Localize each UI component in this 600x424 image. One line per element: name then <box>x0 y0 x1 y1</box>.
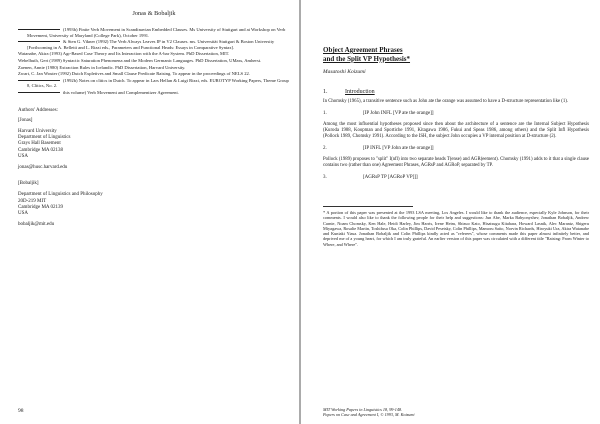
example-text: [IP John INFL [VP ate the orange]] <box>363 111 434 116</box>
reference-entry <box>18 90 290 96</box>
repeat-author-dash <box>18 41 60 42</box>
reference-entry <box>18 78 290 89</box>
address-line: Cambridge MA 02139 <box>18 204 63 210</box>
journal-line: MIT Working Papers in Linguistics 18, 99-148. <box>323 407 403 412</box>
footnote: * A portion of this paper was presented at the 1993 LSA meeting, Los Angeles. I would like to thank the audience, especially Kyle Johnson, for their comments. I would also like to thank the following people for their help and suggestions: Jun Abe, Marka Babyonyshev, Jonathan Bobaljik, Andrew Carnie, Noam Chomsky, Ken Hale, Heidi Harley, Jim Harris, Irene Heim, Shizuo Kato, Hisatsugu Kitahara, Howard Lasnik, Alec Marantz, Shigeru Miyagawa, Rosalie Martin, Toshifusa Oka, Colin Phillips, David Pesetsky, Colin Phillips, Mamoru Saito, Norvin Richards, Hiroyuki Ura, Akira Watanabe and Kuniaki Yiasa. Jonathan Bobaljik and Colin Phillips kindly acted as "referees", whose comments made this paper almost infinitely better, and deprived me of a young heart, for which I am truly grateful. An earlier version of this paper was circulated with a different title "Raising: From Winter to Where, and Where". <box>323 210 589 247</box>
example <box>323 111 589 116</box>
address-line: Cambridge MA 02138 <box>18 147 63 153</box>
right-page <box>301 0 600 424</box>
paragraph: In Chomsky (1965), a transitive sentence such as John ate the orange was assumed to have a D-structure representation like (1). <box>323 99 569 104</box>
right-page-content <box>323 46 589 247</box>
page-number: 98 <box>18 408 24 414</box>
address-line: Department of Linguistics and Philosophy <box>18 192 103 198</box>
address-line: Grays Hall Basement <box>18 141 61 147</box>
address-line: USA <box>18 153 29 159</box>
example-text: [AGRsP TP [AGRoP VP]]] <box>363 175 418 180</box>
left-page-content <box>18 10 290 238</box>
example-number: 2. <box>323 146 327 151</box>
reference-entry <box>18 65 290 71</box>
title-line: and the Split VP Hypothesis* <box>323 54 411 63</box>
paragraph: Among the most influential hypotheses proposed since then about the architecture of a sentence are the Internal Subject Hypothesis (Kuroda 1988, Koopman and Sportiche 1991, Kitagawa 1986, Fukui and Speas 1986, among others) and the Split Infl Hypothesis (Pollock 1989, Chomsky 1991). According to the ISH, the subject John occupies a VP internal position at D-structure (2). <box>323 122 589 139</box>
reference-text: this volume) Verb Movement and Complementizer Agreement. <box>63 89 179 95</box>
reference-text: Zwart, C. Jan Wouter (1992) Dutch Expletives and Small Clause Predicate Raising. To appear in the proceedings of NELS 22. <box>18 71 250 77</box>
addresses-heading: Authors' Addresses: <box>18 107 58 113</box>
title-line: Object Agreement Phrases <box>323 46 403 54</box>
section-number: 1. <box>323 89 328 95</box>
address-line: Department of Linguistics <box>18 135 71 141</box>
repeat-author-dash <box>18 92 60 93</box>
paper-title <box>323 46 589 63</box>
reference-text: (1993b) Finite Verb Movement in Scandinavian Embedded Clauses. Ms University of Stuttgart and at Workshop on Verb Movement, University of Maryland (College Park), October 1991. <box>27 27 286 38</box>
example <box>323 146 589 151</box>
journal-line: Papers on Case and Agreement I, © 1993, M. Koizumi <box>323 412 415 417</box>
repeat-author-dash <box>18 29 60 30</box>
references-list <box>18 27 290 96</box>
reference-entry <box>18 27 290 38</box>
reference-entry <box>18 51 290 57</box>
address-line: Harvard University <box>18 128 57 134</box>
reference-entry <box>18 39 290 50</box>
address-bobaljik <box>18 181 290 228</box>
repeat-author-dash <box>18 80 60 81</box>
left-page <box>0 0 299 424</box>
example-number: 1. <box>323 111 327 116</box>
example-text: [IP INFL [VP John ate the orange]] <box>363 146 434 151</box>
address-name: [Bobaljik] <box>18 181 39 187</box>
paragraph: Pollock (1989) proposes to "split" I(nfl) into two separate heads T(ense) and AGR(eement). Chomsky (1991) adds to it that a single clause contains two (rather than one) Agreement Phrases, AGRsP and AGRoP, separated by TP. <box>323 157 589 168</box>
section-heading <box>323 89 589 95</box>
address-line: 20D-219 MIT <box>18 198 47 204</box>
reference-entry <box>18 71 290 77</box>
address-name: [Jonas] <box>18 117 33 123</box>
reference-text: Webelhuth, Gert (1989) Syntactic Saturation Phenomena and the Modern Germanic Languages. PhD Dissertation, UMass, Amherst. <box>18 57 262 63</box>
example-number: 3. <box>323 175 327 180</box>
authors-addresses <box>18 108 290 229</box>
email-address[interactable]: jonas@husc.harvard.edu <box>18 164 68 170</box>
running-head: Jonas & Bobaljik <box>132 10 176 17</box>
reference-text: Watanabe, Akira (1993) Agr-Based Case Theory and Its Interaction with the A-bar System. PhD Dissertation, MIT. <box>18 51 230 57</box>
address-line: USA <box>18 210 29 216</box>
address-jonas <box>18 118 290 171</box>
email-address[interactable]: bobaljik@mit.edu <box>18 222 55 228</box>
example <box>323 175 589 180</box>
journal-footer <box>323 407 415 417</box>
reference-text: Zaenen, Annie (1980) Extraction Rules in Icelandic. PhD Dissertation, Harvard University. <box>18 64 186 70</box>
reference-entry <box>18 58 290 64</box>
section-label: Introduction <box>345 89 375 95</box>
author-name: Masatoshi Koizumi <box>323 69 366 75</box>
footnote-rule <box>323 206 413 207</box>
reference-text: & Sten G. Vikner (1992) The Verb Always Leaves IP in V2 Clauses. ms. Universität Stuttgart & Boston University [Forthcoming in A. Belletti and L. Rizzi eds., Parameters and Functional Heads: Essays in Comparative Syntax]. <box>27 39 275 50</box>
reference-text: (1992b) Notes on clitics in Dutch. To appear in Lars Hellan & Luigi Rizzi, eds. EUROTYP Working Papers, Theme Group 8, Clitics, No. 2. <box>27 77 289 89</box>
